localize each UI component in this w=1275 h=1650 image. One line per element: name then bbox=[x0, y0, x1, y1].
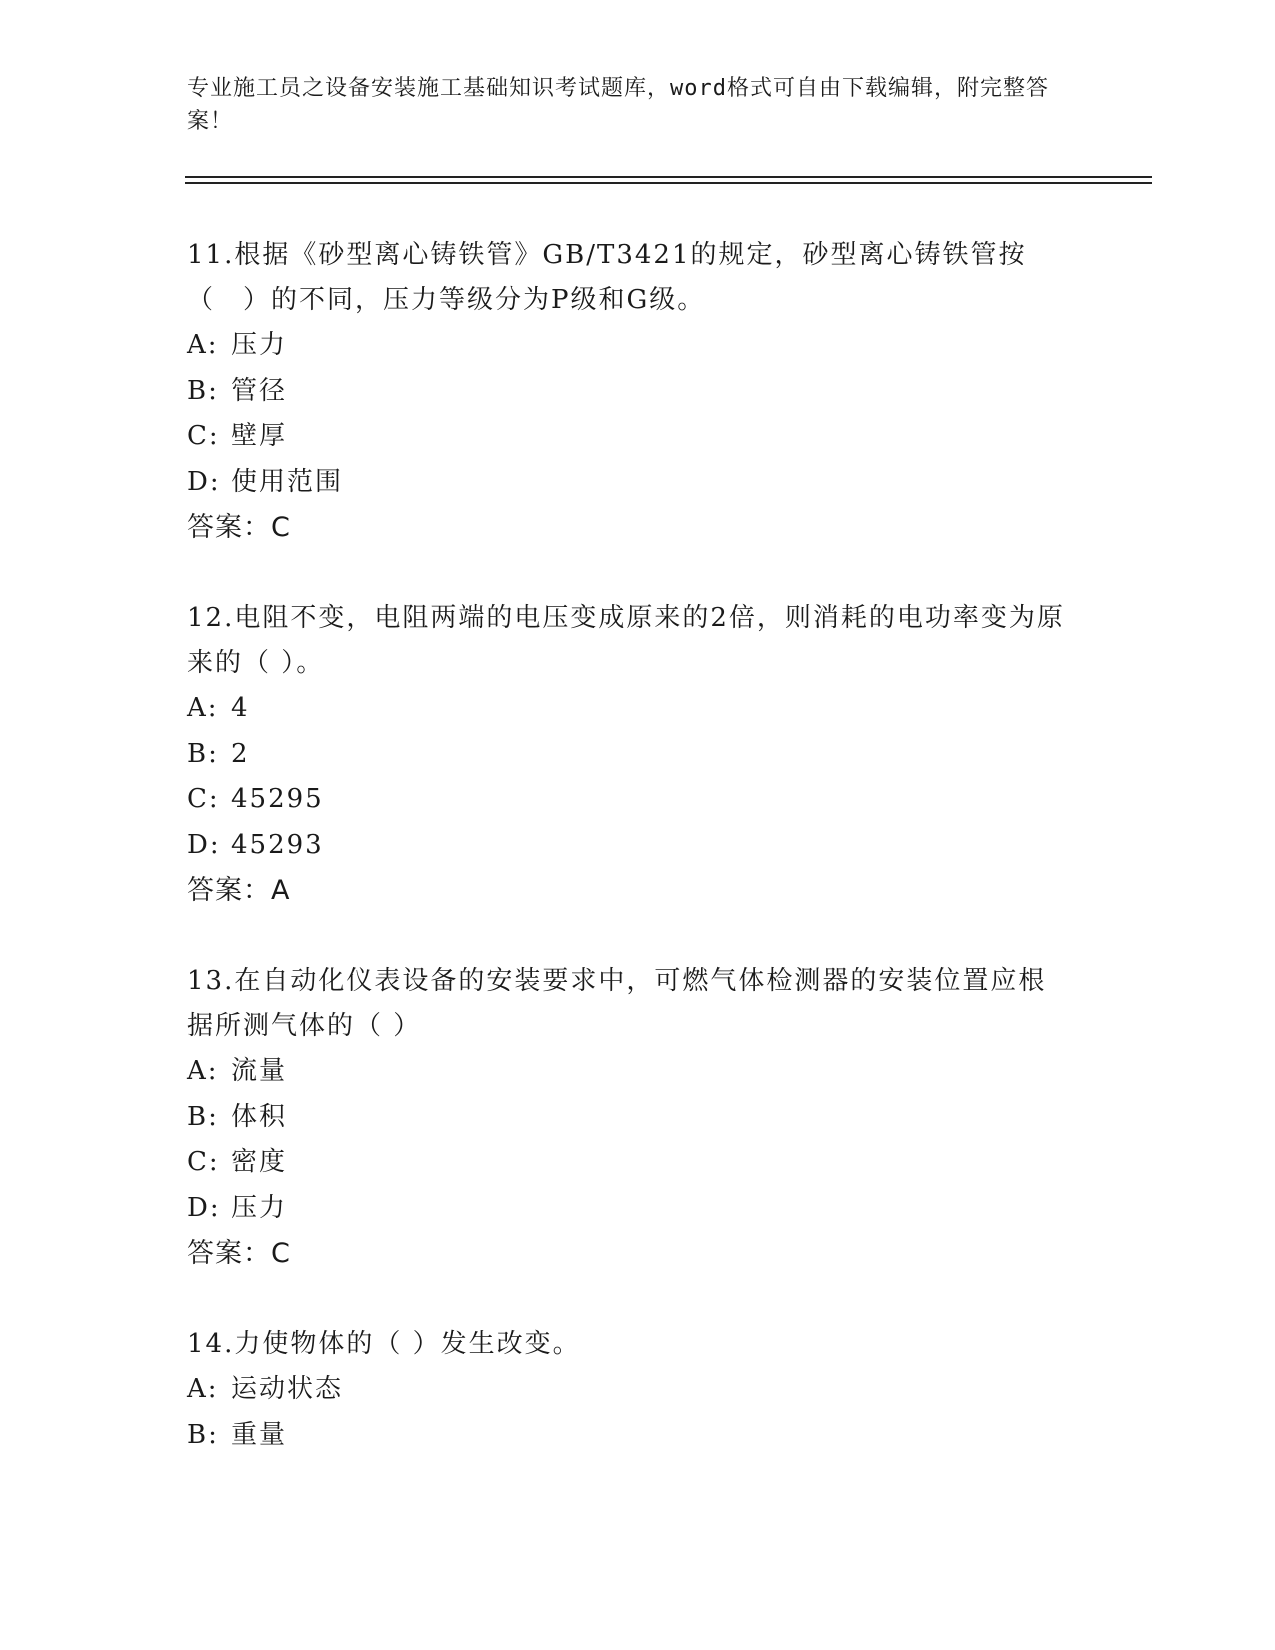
option-key: A: bbox=[187, 693, 219, 723]
option-key: A: bbox=[187, 1056, 219, 1086]
option-b bbox=[187, 1095, 1067, 1141]
question-12 bbox=[187, 596, 1067, 914]
header-rule-bottom bbox=[185, 182, 1152, 184]
option-text: 密度 bbox=[231, 1147, 288, 1177]
option-key: C: bbox=[187, 421, 220, 451]
header-rule-top bbox=[185, 176, 1152, 178]
option-text: 重量 bbox=[231, 1419, 288, 1450]
option-key: B: bbox=[187, 1101, 219, 1132]
option-text: 流量 bbox=[231, 1056, 288, 1086]
document-intro: 专业施工员之设备安装施工基础知识考试题库，word格式可自由下载编辑，附完整答案！ bbox=[187, 76, 1049, 134]
answer-line: 答案：C bbox=[187, 1238, 291, 1269]
option-text: 运动状态 bbox=[231, 1374, 344, 1404]
option-a bbox=[187, 686, 1067, 732]
option-d bbox=[187, 1186, 1067, 1232]
option-key: C: bbox=[187, 1147, 220, 1177]
option-text: 体积 bbox=[231, 1101, 288, 1132]
option-key: D: bbox=[187, 1192, 221, 1223]
option-text: 压力 bbox=[231, 1192, 288, 1223]
question-stem: 12.电阻不变，电阻两端的电压变成原来的2倍，则消耗的电功率变为原来的（ ）。 bbox=[187, 603, 1065, 678]
option-key: A: bbox=[187, 330, 219, 360]
question-14 bbox=[187, 1322, 1067, 1458]
option-key: D: bbox=[187, 466, 221, 497]
option-key: B: bbox=[187, 1419, 219, 1450]
option-c bbox=[187, 414, 1067, 460]
option-c bbox=[187, 1140, 1067, 1186]
option-a bbox=[187, 323, 1067, 369]
option-b bbox=[187, 732, 1067, 778]
option-key: A: bbox=[187, 1374, 219, 1404]
option-text: 压力 bbox=[231, 330, 288, 360]
option-key: D: bbox=[187, 829, 221, 860]
option-key: B: bbox=[187, 375, 219, 406]
option-key: C: bbox=[187, 784, 220, 814]
option-a bbox=[187, 1049, 1067, 1095]
option-b bbox=[187, 1413, 1067, 1459]
option-key: B: bbox=[187, 738, 219, 769]
question-stem: 11.根据《砂型离心铸铁管》GB/T3421的规定，砂型离心铸铁管按（ ）的不同，压力等级分为P级和G级。 bbox=[187, 240, 1027, 315]
option-text: 45293 bbox=[231, 829, 324, 860]
question-stem: 13.在自动化仪表设备的安装要求中，可燃气体检测器的安装位置应根据所测气体的（ ） bbox=[187, 966, 1047, 1041]
option-text: 2 bbox=[231, 738, 250, 769]
option-d bbox=[187, 823, 1067, 869]
answer-line: 答案：C bbox=[187, 512, 291, 543]
option-b bbox=[187, 369, 1067, 415]
option-c bbox=[187, 777, 1067, 823]
option-text: 壁厚 bbox=[231, 421, 288, 451]
question-stem: 14.力使物体的（ ）发生改变。 bbox=[187, 1329, 581, 1359]
option-text: 管径 bbox=[231, 375, 288, 406]
option-a bbox=[187, 1367, 1067, 1413]
option-text: 45295 bbox=[231, 784, 324, 814]
answer-line: 答案：A bbox=[187, 875, 291, 906]
option-d bbox=[187, 460, 1067, 506]
question-13 bbox=[187, 959, 1067, 1277]
question-11 bbox=[187, 233, 1067, 551]
option-text: 4 bbox=[231, 693, 250, 723]
option-text: 使用范围 bbox=[231, 466, 344, 497]
